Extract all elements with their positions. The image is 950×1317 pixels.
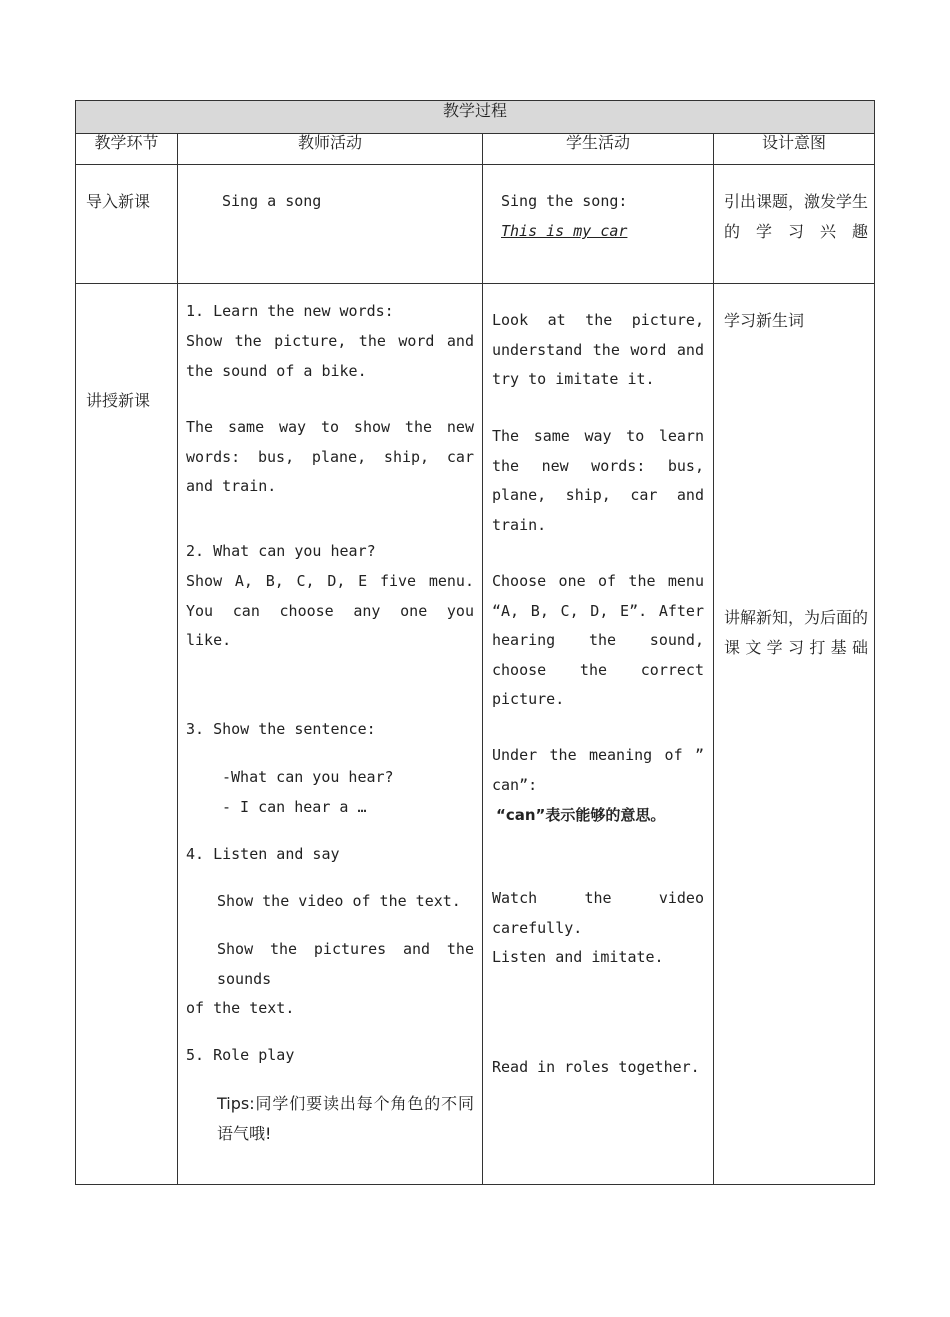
intent-intro: 引出课题，激发学生的学习兴趣 <box>724 192 869 241</box>
teacher-step2-heading: 2. What can you hear? <box>186 542 376 560</box>
student-intro-line1: Sing the song: <box>501 192 628 210</box>
student-activity-2: The same way to learn the new words: bus, plane, ship, car and train. <box>492 427 704 534</box>
header-stage: 教学环节 <box>94 133 159 152</box>
stage-new-lesson: 讲授新课 <box>86 391 151 410</box>
student-activity-6: Listen and imitate. <box>492 948 664 966</box>
stage-intro: 导入新课 <box>86 192 151 211</box>
row-divider <box>76 283 874 284</box>
can-meaning-note: “can”表示能够的意思。 <box>496 806 666 824</box>
intent-new-knowledge: 讲解新知，为后面的课文学习打基础 <box>724 608 869 657</box>
col-divider <box>482 133 483 1185</box>
header-intent: 设计意图 <box>761 133 826 152</box>
teacher-step4-pictures: Show the pictures and the sounds <box>217 940 474 988</box>
intent-new-words: 学习新生词 <box>724 311 805 330</box>
teacher-step4-pictures-end: of the text. <box>186 999 295 1017</box>
col-divider <box>713 133 714 1185</box>
teaching-process-table <box>75 100 875 1185</box>
teacher-step1-heading: 1. Learn the new words: <box>186 302 394 320</box>
teacher-step1-more: The same way to show the new words: bus, plane, ship, car and train. <box>186 418 474 496</box>
header-student: 学生活动 <box>565 133 630 152</box>
student-activity-1: Look at the picture, understand the word and try to imitate it. <box>492 311 704 389</box>
teacher-step1-body: Show the picture, the word and the sound of a bike. <box>186 332 474 380</box>
teacher-step3-heading: 3. Show the sentence: <box>186 720 376 738</box>
teacher-step5-tips: Tips:同学们要读出每个角色的不同语气哦! <box>217 1094 474 1143</box>
teacher-step4-video: Show the video of the text. <box>217 892 461 910</box>
teacher-step2-body: Show A, B, C, D, E five menu. You can choose any one you like. <box>186 572 474 650</box>
student-activity-7: Read in roles together. <box>492 1058 700 1076</box>
student-activity-4: Under the meaning of ” can”: <box>492 746 704 794</box>
student-activity-3: Choose one of the menu “A, B, C, D, E”. After hearing the sound, choose the correct picture. <box>492 572 704 709</box>
song-title: This is my car <box>501 222 628 240</box>
teacher-step4-heading: 4. Listen and say <box>186 845 340 863</box>
row-divider <box>76 164 874 165</box>
teacher-step5-heading: 5. Role play <box>186 1046 295 1064</box>
header-teacher: 教师活动 <box>297 133 362 152</box>
teacher-step3-answer: - I can hear a … <box>222 798 367 816</box>
table-title <box>76 101 874 134</box>
table-title-text: 教学过程 <box>442 101 507 120</box>
teacher-step3-question: -What can you hear? <box>222 768 394 786</box>
teacher-intro: Sing a song <box>222 192 322 210</box>
col-divider <box>177 133 178 1185</box>
student-activity-5: Watch the video carefully. <box>492 889 704 937</box>
